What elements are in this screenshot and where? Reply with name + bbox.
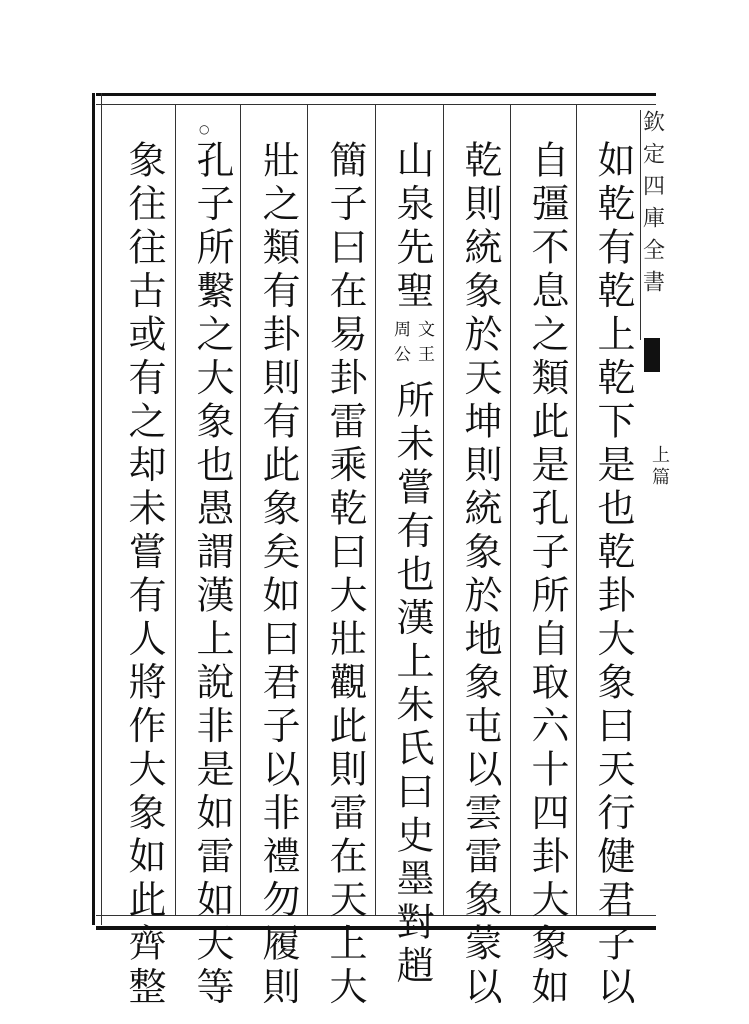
punctuation-circle: ○ bbox=[199, 122, 210, 136]
column-text: 乾則統象於天坤則統象於地象屯以雲雷象蒙以 bbox=[458, 140, 502, 1010]
text-column-6 bbox=[249, 140, 307, 1010]
interlinear-note bbox=[389, 320, 435, 370]
column-text-after-note: 所未嘗有也漢上朱氏曰史墨對趙 bbox=[390, 380, 434, 989]
fore-edge-section-mark bbox=[646, 445, 672, 494]
text-column-8 bbox=[115, 140, 173, 1010]
column-rule bbox=[307, 104, 308, 916]
column-rule bbox=[375, 104, 376, 916]
fore-edge-title-text: 欽定四庫全書 bbox=[639, 110, 665, 302]
fore-edge-fishtail-block bbox=[644, 338, 660, 372]
column-text: 象往往古或有之却未嘗有人將作大象如此齊整 bbox=[122, 140, 166, 1010]
column-rule bbox=[510, 104, 511, 916]
page-frame-left bbox=[92, 93, 102, 925]
text-column-7 bbox=[183, 140, 241, 1010]
text-column-4 bbox=[383, 140, 441, 989]
fore-edge-title bbox=[640, 110, 663, 340]
column-text-before-note: 山泉先聖 bbox=[390, 140, 434, 314]
section-mark-text: 上篇 bbox=[649, 445, 670, 489]
column-text: 簡子曰在易卦雷乘乾曰大壯觀此則雷在天上大 bbox=[323, 140, 367, 1010]
text-column-1 bbox=[584, 140, 642, 1010]
note-line-2: 周公 bbox=[390, 320, 410, 370]
column-rule bbox=[443, 104, 444, 916]
column-text: 壯之類有卦則有此象矣如曰君子以非禮勿履則 bbox=[256, 140, 300, 1010]
note-line-1: 文王 bbox=[414, 320, 434, 370]
column-text: 孔子所繫之大象也愚謂漢上說非是如雷如天等 bbox=[190, 140, 234, 1010]
text-column-5 bbox=[316, 140, 374, 1010]
column-text: 自彊不息之類此是孔子所自取六十四卦大象如 bbox=[525, 140, 569, 1010]
text-column-2 bbox=[518, 140, 576, 1010]
column-rule bbox=[576, 104, 577, 916]
page-frame-top bbox=[96, 93, 656, 105]
column-text: 如乾有乾上乾下是也乾卦大象曰天行健君子以 bbox=[591, 140, 635, 1010]
column-rule bbox=[175, 104, 176, 916]
text-column-3 bbox=[451, 140, 509, 1010]
